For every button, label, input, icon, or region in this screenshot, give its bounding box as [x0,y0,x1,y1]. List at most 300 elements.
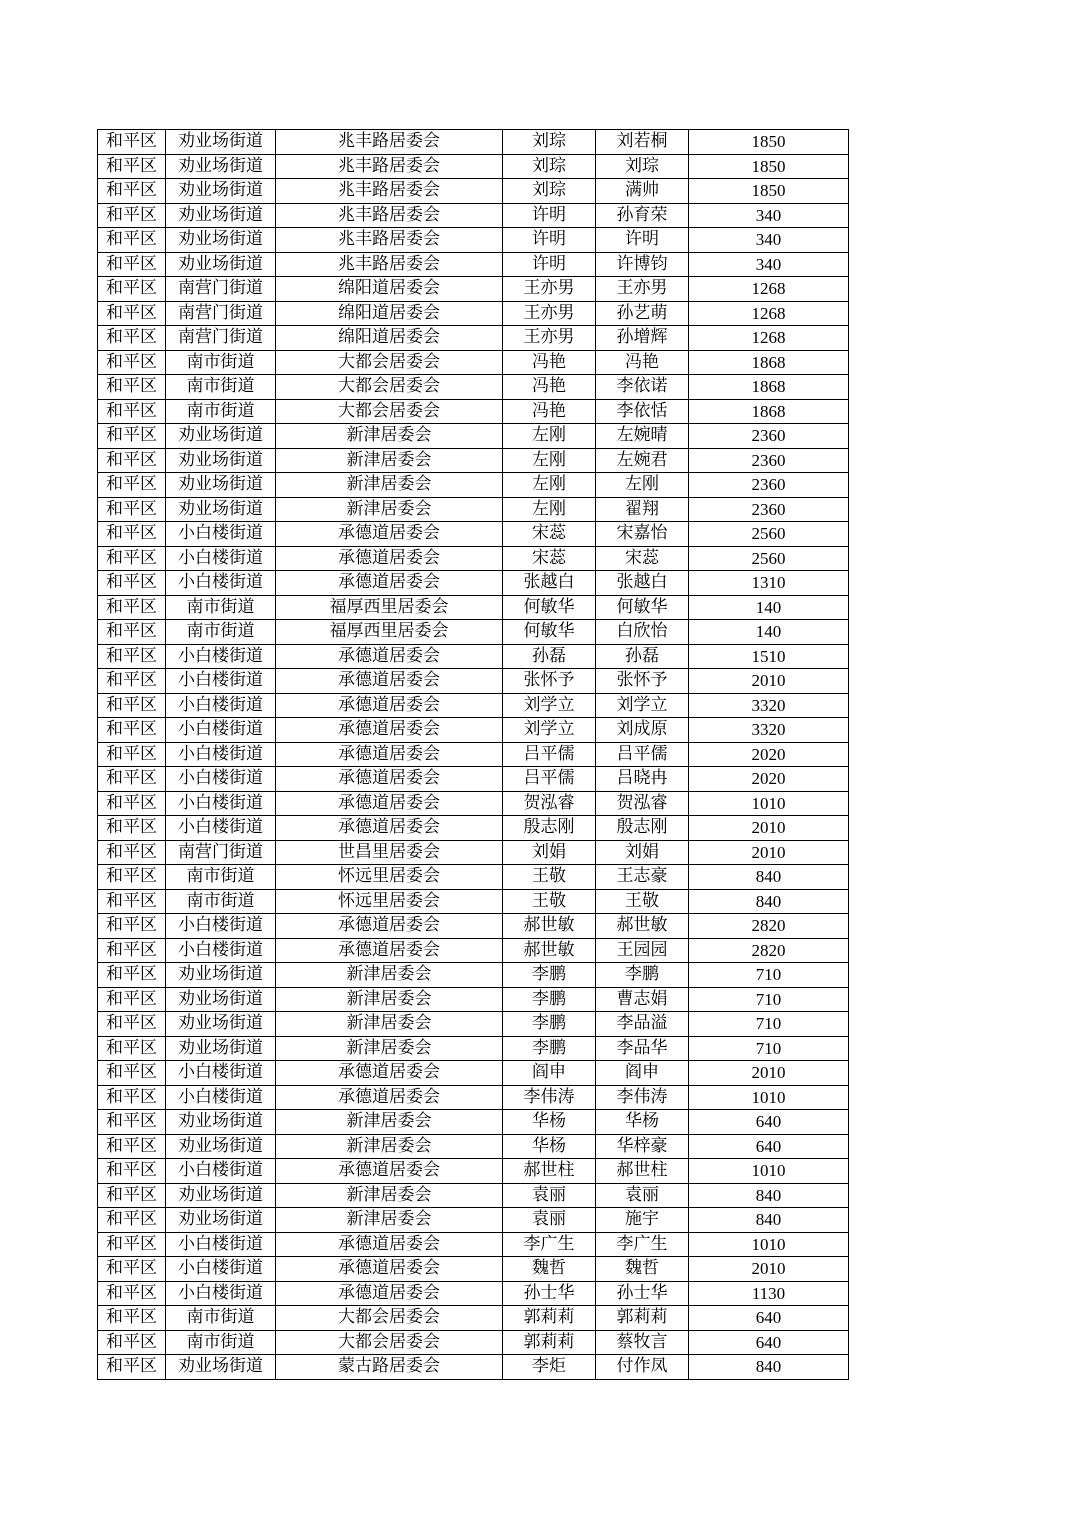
table-row [98,669,849,694]
district-cell: 和平区 [98,1330,166,1355]
table-row [98,203,849,228]
street-cell: 劝业场街道 [166,154,276,179]
amount-cell: 2820 [689,938,849,963]
district-cell: 和平区 [98,473,166,498]
committee-cell: 承德道居委会 [276,1232,503,1257]
street-cell: 南市街道 [166,889,276,914]
applicant-cell: 郝世敏 [503,938,596,963]
applicant-cell: 左刚 [503,424,596,449]
applicant-cell: 吕平儒 [503,767,596,792]
table-row [98,473,849,498]
street-cell: 劝业场街道 [166,963,276,988]
amount-cell: 840 [689,1355,849,1380]
member-cell: 左婉晴 [596,424,689,449]
amount-cell: 1310 [689,571,849,596]
applicant-cell: 何敏华 [503,595,596,620]
district-cell: 和平区 [98,154,166,179]
district-cell: 和平区 [98,448,166,473]
amount-cell: 1010 [689,1159,849,1184]
committee-cell: 新津居委会 [276,1036,503,1061]
table-row [98,326,849,351]
member-cell: 冯艳 [596,350,689,375]
committee-cell: 大都会居委会 [276,375,503,400]
committee-cell: 新津居委会 [276,987,503,1012]
member-cell: 王敬 [596,889,689,914]
committee-cell: 新津居委会 [276,424,503,449]
amount-cell: 1010 [689,1085,849,1110]
street-cell: 劝业场街道 [166,424,276,449]
applicant-cell: 李鹏 [503,987,596,1012]
committee-cell: 新津居委会 [276,497,503,522]
street-cell: 小白楼街道 [166,914,276,939]
amount-cell: 3320 [689,718,849,743]
street-cell: 劝业场街道 [166,228,276,253]
committee-cell: 新津居委会 [276,1134,503,1159]
committee-cell: 承德道居委会 [276,791,503,816]
district-cell: 和平区 [98,718,166,743]
street-cell: 劝业场街道 [166,1355,276,1380]
committee-cell: 兆丰路居委会 [276,252,503,277]
member-cell: 付作凤 [596,1355,689,1380]
applicant-cell: 李炬 [503,1355,596,1380]
district-cell: 和平区 [98,1281,166,1306]
member-cell: 刘娟 [596,840,689,865]
street-cell: 小白楼街道 [166,791,276,816]
amount-cell: 710 [689,963,849,988]
amount-cell: 640 [689,1134,849,1159]
committee-cell: 怀远里居委会 [276,889,503,914]
street-cell: 南市街道 [166,595,276,620]
applicant-cell: 郭莉莉 [503,1306,596,1331]
committee-cell: 兆丰路居委会 [276,228,503,253]
committee-cell: 承德道居委会 [276,767,503,792]
amount-cell: 1850 [689,179,849,204]
committee-cell: 新津居委会 [276,448,503,473]
applicant-cell: 王敬 [503,865,596,890]
data-table [97,129,849,1380]
applicant-cell: 王敬 [503,889,596,914]
table-row [98,154,849,179]
street-cell: 南市街道 [166,350,276,375]
table-row [98,1183,849,1208]
amount-cell: 710 [689,1012,849,1037]
committee-cell: 承德道居委会 [276,718,503,743]
district-cell: 和平区 [98,644,166,669]
street-cell: 小白楼街道 [166,1281,276,1306]
applicant-cell: 华杨 [503,1110,596,1135]
amount-cell: 840 [689,889,849,914]
committee-cell: 新津居委会 [276,1110,503,1135]
member-cell: 李依恬 [596,399,689,424]
committee-cell: 大都会居委会 [276,1330,503,1355]
district-cell: 和平区 [98,522,166,547]
member-cell: 李鹏 [596,963,689,988]
table-row [98,767,849,792]
committee-cell: 承德道居委会 [276,644,503,669]
table-row [98,252,849,277]
street-cell: 劝业场街道 [166,1134,276,1159]
district-cell: 和平区 [98,938,166,963]
member-cell: 孙士华 [596,1281,689,1306]
street-cell: 小白楼街道 [166,644,276,669]
street-cell: 劝业场街道 [166,203,276,228]
street-cell: 劝业场街道 [166,1110,276,1135]
applicant-cell: 华杨 [503,1134,596,1159]
applicant-cell: 袁丽 [503,1208,596,1233]
street-cell: 南市街道 [166,1330,276,1355]
committee-cell: 新津居委会 [276,1183,503,1208]
district-cell: 和平区 [98,1183,166,1208]
amount-cell: 2010 [689,1257,849,1282]
applicant-cell: 李伟涛 [503,1085,596,1110]
street-cell: 小白楼街道 [166,1085,276,1110]
member-cell: 袁丽 [596,1183,689,1208]
amount-cell: 2360 [689,448,849,473]
table-row [98,889,849,914]
street-cell: 劝业场街道 [166,448,276,473]
amount-cell: 640 [689,1110,849,1135]
district-cell: 和平区 [98,1257,166,1282]
table-row [98,497,849,522]
member-cell: 李品溢 [596,1012,689,1037]
street-cell: 小白楼街道 [166,546,276,571]
district-cell: 和平区 [98,179,166,204]
committee-cell: 承德道居委会 [276,914,503,939]
applicant-cell: 许明 [503,252,596,277]
committee-cell: 蒙古路居委会 [276,1355,503,1380]
street-cell: 小白楼街道 [166,938,276,963]
amount-cell: 3320 [689,693,849,718]
district-cell: 和平区 [98,277,166,302]
applicant-cell: 郝世柱 [503,1159,596,1184]
amount-cell: 710 [689,1036,849,1061]
committee-cell: 大都会居委会 [276,350,503,375]
table-row [98,1110,849,1135]
applicant-cell: 殷志刚 [503,816,596,841]
applicant-cell: 魏哲 [503,1257,596,1282]
committee-cell: 绵阳道居委会 [276,277,503,302]
street-cell: 南营门街道 [166,840,276,865]
table-row [98,1012,849,1037]
member-cell: 李依诺 [596,375,689,400]
member-cell: 华梓豪 [596,1134,689,1159]
district-cell: 和平区 [98,767,166,792]
street-cell: 南市街道 [166,399,276,424]
table-row [98,620,849,645]
member-cell: 翟翔 [596,497,689,522]
district-cell: 和平区 [98,1208,166,1233]
district-cell: 和平区 [98,889,166,914]
amount-cell: 140 [689,595,849,620]
street-cell: 小白楼街道 [166,522,276,547]
applicant-cell: 张越白 [503,571,596,596]
amount-cell: 1868 [689,350,849,375]
member-cell: 王园园 [596,938,689,963]
district-cell: 和平区 [98,840,166,865]
table-row [98,693,849,718]
committee-cell: 新津居委会 [276,963,503,988]
member-cell: 曹志娟 [596,987,689,1012]
committee-cell: 福厚西里居委会 [276,595,503,620]
member-cell: 何敏华 [596,595,689,620]
table-row [98,987,849,1012]
applicant-cell: 王亦男 [503,326,596,351]
table-row [98,791,849,816]
committee-cell: 怀远里居委会 [276,865,503,890]
district-cell: 和平区 [98,203,166,228]
member-cell: 刘成原 [596,718,689,743]
table-row [98,595,849,620]
table-row [98,301,849,326]
committee-cell: 承德道居委会 [276,693,503,718]
applicant-cell: 刘娟 [503,840,596,865]
member-cell: 王志豪 [596,865,689,890]
district-cell: 和平区 [98,350,166,375]
applicant-cell: 孙磊 [503,644,596,669]
amount-cell: 2010 [689,840,849,865]
applicant-cell: 李广生 [503,1232,596,1257]
district-cell: 和平区 [98,130,166,155]
applicant-cell: 宋蕊 [503,522,596,547]
street-cell: 小白楼街道 [166,742,276,767]
amount-cell: 2360 [689,473,849,498]
district-cell: 和平区 [98,252,166,277]
amount-cell: 1010 [689,791,849,816]
member-cell: 殷志刚 [596,816,689,841]
member-cell: 孙增辉 [596,326,689,351]
district-cell: 和平区 [98,375,166,400]
table-row [98,350,849,375]
street-cell: 小白楼街道 [166,816,276,841]
amount-cell: 1268 [689,326,849,351]
applicant-cell: 许明 [503,203,596,228]
applicant-cell: 刘学立 [503,693,596,718]
street-cell: 劝业场街道 [166,252,276,277]
committee-cell: 承德道居委会 [276,1085,503,1110]
table-row [98,522,849,547]
amount-cell: 140 [689,620,849,645]
district-cell: 和平区 [98,1232,166,1257]
district-cell: 和平区 [98,1306,166,1331]
district-cell: 和平区 [98,399,166,424]
street-cell: 小白楼街道 [166,1232,276,1257]
street-cell: 劝业场街道 [166,473,276,498]
applicant-cell: 宋蕊 [503,546,596,571]
committee-cell: 福厚西里居委会 [276,620,503,645]
member-cell: 孙磊 [596,644,689,669]
district-cell: 和平区 [98,571,166,596]
member-cell: 施宇 [596,1208,689,1233]
amount-cell: 1510 [689,644,849,669]
member-cell: 白欣怡 [596,620,689,645]
district-cell: 和平区 [98,865,166,890]
table-row [98,1330,849,1355]
committee-cell: 承德道居委会 [276,938,503,963]
street-cell: 劝业场街道 [166,987,276,1012]
street-cell: 劝业场街道 [166,1036,276,1061]
street-cell: 劝业场街道 [166,497,276,522]
amount-cell: 2360 [689,497,849,522]
district-cell: 和平区 [98,546,166,571]
district-cell: 和平区 [98,1061,166,1086]
member-cell: 宋蕊 [596,546,689,571]
district-cell: 和平区 [98,987,166,1012]
member-cell: 宋嘉怡 [596,522,689,547]
member-cell: 阎申 [596,1061,689,1086]
applicant-cell: 张怀予 [503,669,596,694]
applicant-cell: 刘琮 [503,154,596,179]
applicant-cell: 郝世敏 [503,914,596,939]
member-cell: 左刚 [596,473,689,498]
member-cell: 李品华 [596,1036,689,1061]
member-cell: 魏哲 [596,1257,689,1282]
member-cell: 王亦男 [596,277,689,302]
amount-cell: 340 [689,252,849,277]
district-cell: 和平区 [98,1012,166,1037]
district-cell: 和平区 [98,742,166,767]
table-row [98,130,849,155]
member-cell: 蔡牧言 [596,1330,689,1355]
member-cell: 满帅 [596,179,689,204]
district-cell: 和平区 [98,816,166,841]
amount-cell: 640 [689,1306,849,1331]
committee-cell: 承德道居委会 [276,669,503,694]
amount-cell: 1268 [689,301,849,326]
committee-cell: 承德道居委会 [276,1257,503,1282]
amount-cell: 2820 [689,914,849,939]
street-cell: 小白楼街道 [166,718,276,743]
table-row [98,938,849,963]
street-cell: 小白楼街道 [166,1061,276,1086]
committee-cell: 承德道居委会 [276,1281,503,1306]
amount-cell: 1130 [689,1281,849,1306]
table-row [98,228,849,253]
member-cell: 吕平儒 [596,742,689,767]
member-cell: 刘琮 [596,154,689,179]
member-cell: 孙艺萌 [596,301,689,326]
applicant-cell: 李鹏 [503,963,596,988]
applicant-cell: 王亦男 [503,301,596,326]
committee-cell: 承德道居委会 [276,1159,503,1184]
table-row [98,1134,849,1159]
applicant-cell: 左刚 [503,448,596,473]
member-cell: 孙育荣 [596,203,689,228]
table-row [98,1306,849,1331]
district-cell: 和平区 [98,620,166,645]
member-cell: 贺泓睿 [596,791,689,816]
table-row [98,424,849,449]
street-cell: 小白楼街道 [166,693,276,718]
committee-cell: 大都会居委会 [276,399,503,424]
applicant-cell: 左刚 [503,497,596,522]
member-cell: 华杨 [596,1110,689,1135]
district-cell: 和平区 [98,424,166,449]
table-row [98,1208,849,1233]
member-cell: 李广生 [596,1232,689,1257]
committee-cell: 大都会居委会 [276,1306,503,1331]
district-cell: 和平区 [98,1355,166,1380]
amount-cell: 710 [689,987,849,1012]
table-row [98,179,849,204]
district-cell: 和平区 [98,1134,166,1159]
street-cell: 南市街道 [166,865,276,890]
amount-cell: 2020 [689,742,849,767]
applicant-cell: 刘琮 [503,179,596,204]
member-cell: 郭莉莉 [596,1306,689,1331]
amount-cell: 1268 [689,277,849,302]
member-cell: 吕晓冉 [596,767,689,792]
applicant-cell: 冯艳 [503,350,596,375]
member-cell: 刘若桐 [596,130,689,155]
member-cell: 刘学立 [596,693,689,718]
table-row [98,718,849,743]
district-cell: 和平区 [98,301,166,326]
table-row [98,1061,849,1086]
applicant-cell: 刘学立 [503,718,596,743]
committee-cell: 承德道居委会 [276,816,503,841]
street-cell: 小白楼街道 [166,1159,276,1184]
member-cell: 郝世柱 [596,1159,689,1184]
table-row [98,963,849,988]
amount-cell: 2360 [689,424,849,449]
applicant-cell: 李鹏 [503,1012,596,1037]
amount-cell: 2010 [689,1061,849,1086]
committee-cell: 新津居委会 [276,1012,503,1037]
street-cell: 劝业场街道 [166,179,276,204]
amount-cell: 2020 [689,767,849,792]
committee-cell: 绵阳道居委会 [276,301,503,326]
committee-cell: 承德道居委会 [276,522,503,547]
street-cell: 小白楼街道 [166,669,276,694]
committee-cell: 新津居委会 [276,1208,503,1233]
amount-cell: 840 [689,1183,849,1208]
amount-cell: 1868 [689,399,849,424]
member-cell: 郝世敏 [596,914,689,939]
district-cell: 和平区 [98,228,166,253]
applicant-cell: 袁丽 [503,1183,596,1208]
street-cell: 小白楼街道 [166,1257,276,1282]
street-cell: 劝业场街道 [166,1012,276,1037]
street-cell: 劝业场街道 [166,1208,276,1233]
committee-cell: 承德道居委会 [276,1061,503,1086]
amount-cell: 1850 [689,154,849,179]
amount-cell: 340 [689,228,849,253]
table-row [98,1036,849,1061]
amount-cell: 1868 [689,375,849,400]
amount-cell: 840 [689,865,849,890]
committee-cell: 兆丰路居委会 [276,179,503,204]
amount-cell: 2010 [689,669,849,694]
table-row [98,742,849,767]
table-row [98,399,849,424]
member-cell: 许博钧 [596,252,689,277]
applicant-cell: 王亦男 [503,277,596,302]
amount-cell: 2560 [689,522,849,547]
applicant-cell: 孙士华 [503,1281,596,1306]
member-cell: 张越白 [596,571,689,596]
amount-cell: 2010 [689,816,849,841]
committee-cell: 承德道居委会 [276,742,503,767]
committee-cell: 兆丰路居委会 [276,154,503,179]
member-cell: 李伟涛 [596,1085,689,1110]
street-cell: 南市街道 [166,1306,276,1331]
district-cell: 和平区 [98,669,166,694]
street-cell: 劝业场街道 [166,130,276,155]
table-row [98,277,849,302]
district-cell: 和平区 [98,963,166,988]
district-cell: 和平区 [98,1159,166,1184]
table-row [98,375,849,400]
